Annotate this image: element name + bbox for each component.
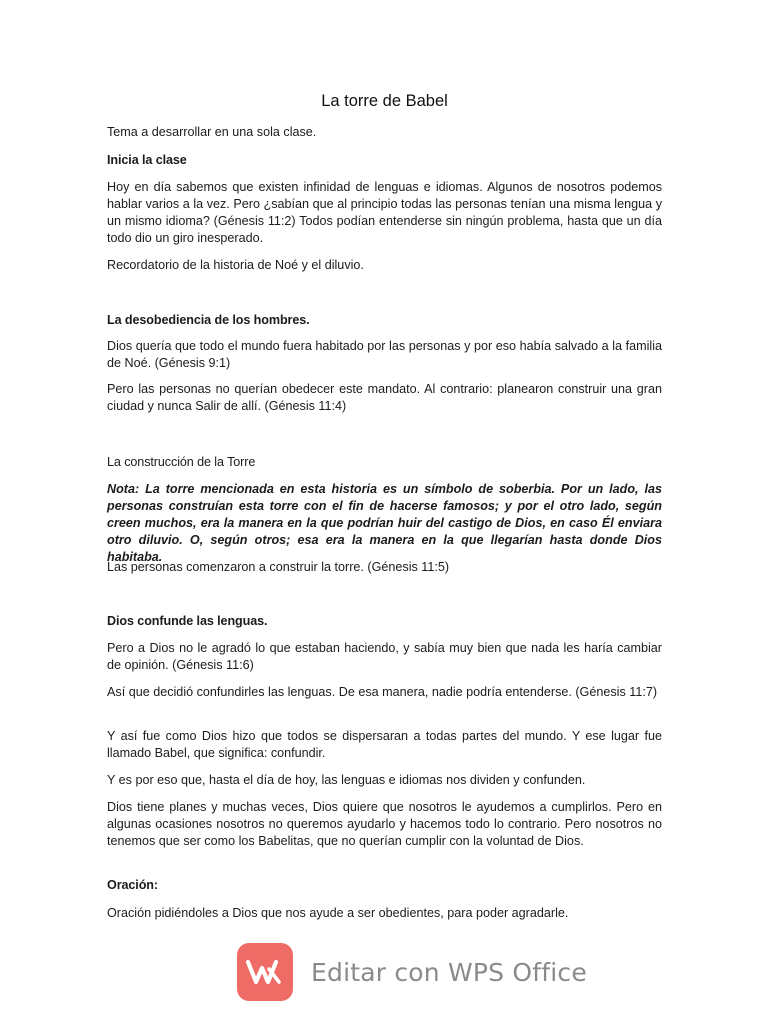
section-heading-confusion: Dios confunde las lenguas. [107, 614, 268, 628]
section-heading-construction: La construcción de la Torre [107, 455, 256, 469]
paragraph-confusion-5: Dios tiene planes y muchas veces, Dios quiere que nosotros le ayudemos a cumplirlos. Pero en algunas ocasiones nosotros no queremos ayudarlo y hacemos todo lo contrario. Pero nosotros no tenemos que ser como los Babelitas, que no querían cumplir con la voluntad de Dios. [107, 800, 662, 848]
paragraph-disobedience-1: Dios quería que todo el mundo fuera habitado por las personas y por eso había salvado a la familia de Noé. (Génesis 9:1) [107, 339, 662, 370]
construction-note: Nota: La torre mencionada en esta historia es un símbolo de soberbia. Por un lado, las personas construían esta torre con el fin de hacerse famosos; y por el otro lado, según creen muchos, era la manera en la que podrían huir del castigo de Dios, en caso Él enviara otro diluvio. O, según otros; esa era la manera en la que llegarían hasta donde Dios habitaba. [107, 482, 662, 564]
section-heading-intro: Inicia la clase [107, 153, 187, 167]
paragraph-prayer-1: Oración pidiéndoles a Dios que nos ayude a ser obedientes, para poder agradarle. [107, 906, 569, 920]
wps-edit-banner[interactable] [237, 943, 587, 1001]
paragraph-intro-2: Recordatorio de la historia de Noé y el diluvio. [107, 258, 364, 272]
paragraph-disobedience-2: Pero las personas no querían obedecer este mandato. Al contrario: planearon construir una gran ciudad y nunca Salir de allí. (Génesis 11:4) [107, 382, 662, 413]
wps-brand-text[interactable]: Editar con WPS Office [311, 957, 587, 987]
paragraph-confusion-1: Pero a Dios no le agradó lo que estaban haciendo, y sabía muy bien que nada les haría cambiar de opinión. (Génesis 11:6) [107, 641, 662, 672]
paragraph-confusion-3: Y así fue como Dios hizo que todos se dispersaran a todas partes del mundo. Y ese lugar fue llamado Babel, que significa: confundir. [107, 729, 662, 760]
section-heading-prayer: Oración: [107, 878, 158, 892]
section-heading-disobedience: La desobediencia de los hombres. [107, 313, 310, 327]
paragraph-construction-1: Las personas comenzaron a construir la torre. (Génesis 11:5) [107, 560, 450, 574]
paragraph-intro-1: Hoy en día sabemos que existen infinidad de lenguas e idiomas. Algunos de nosotros podemos hablar varios a la vez. Pero ¿sabían que al principio todas las personas tenían una misma lengua y un mismo idioma? (Génesis 11:2) Todos podían entenderse sin ningún problema, hasta que un día todo dio un giro inesperado. [107, 180, 662, 245]
paragraph-confusion-2: Así que decidió confundirles las lenguas. De esa manera, nadie podría entenderse. (Génesis 11:7) [107, 685, 658, 699]
document-title: La torre de Babel [321, 92, 448, 110]
paragraph-confusion-4: Y es por eso que, hasta el día de hoy, las lenguas e idiomas nos dividen y confunden. [107, 773, 586, 787]
document-subtitle: Tema a desarrollar en una sola clase. [107, 125, 317, 139]
wps-logo-icon [237, 943, 293, 1001]
